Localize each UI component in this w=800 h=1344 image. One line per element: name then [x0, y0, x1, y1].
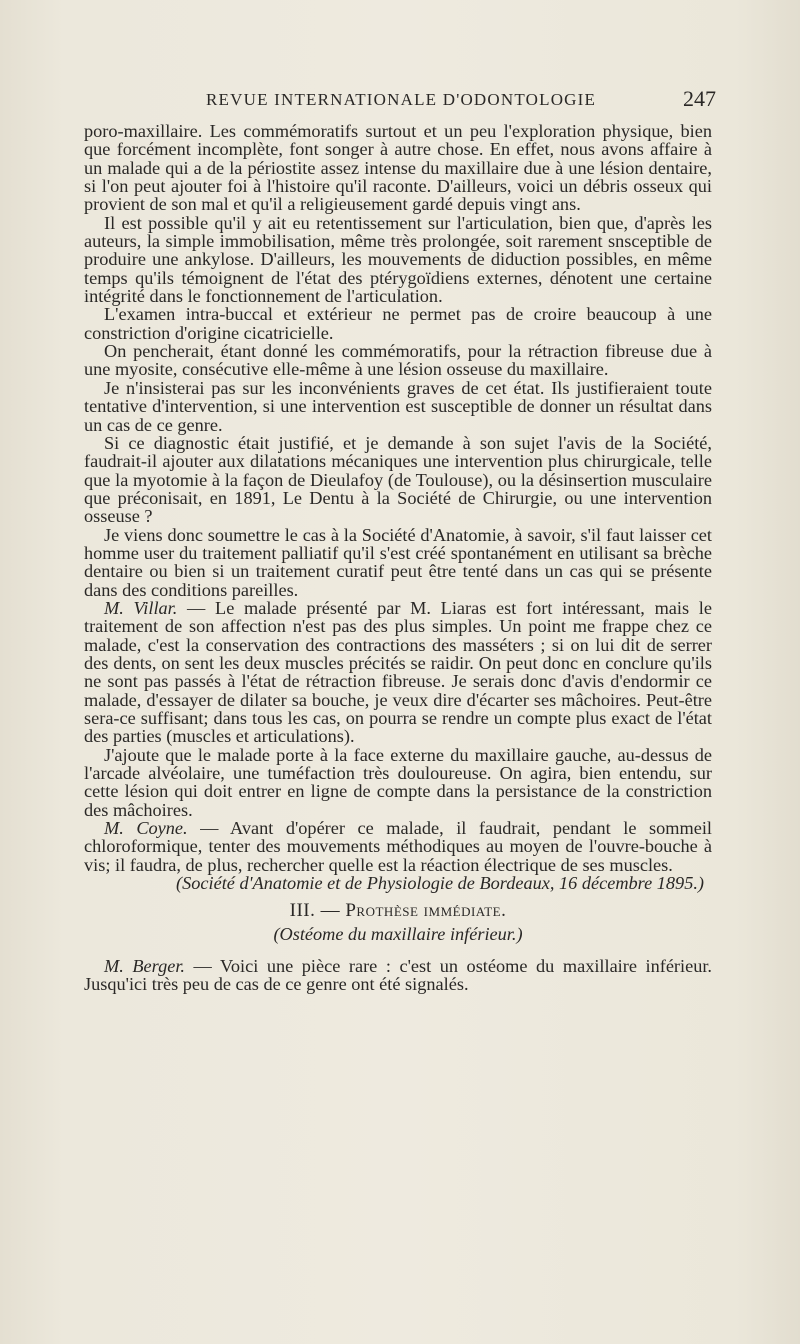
section-title: Prothèse immédiate.	[345, 900, 507, 922]
speaker-text: — Le malade présenté par M. Liaras est fort intéressant, mais le traitement de son affection n'est pas des plus simples. Un point me frappe chez ce malade, c'est la conservation des contractions des masséters ; si on lui dit de serrer des dents, on sent les deux muscles précités se raidir. On peut donc en conclure qu'ils ne sont pas passés à l'état de rétraction fibreuse. Je serais donc d'avis d'endormir ce malade, d'essayer de dilater sa bouche, je veux dire d'écarter ses mâchoires. Peut-être sera-ce suffisant; dans tous les cas, on pourra se rendre un compte plus exact de l'état des parties (muscles et articulations).	[84, 597, 712, 747]
speaker-text: — Voici une pièce rare : c'est un ostéome du maxillaire inférieur. Jusqu'ici très peu de cas de ce genre ont été signalés.	[84, 956, 713, 995]
body-text	[84, 122, 712, 994]
discussion-paragraph	[84, 746, 712, 819]
paragraph: L'examen intra-buccal et extérieur ne permet pas de croire beaucoup à une constriction d'origine cicatricielle.	[84, 304, 712, 343]
paragraph: Je viens donc soumettre le cas à la Société d'Anatomie, à savoir, s'il faut laisser cet homme user du traitement palliatif qu'il s'est créé spontanément en utilisant sa brèche dentaire ou bien si un traitement curatif peut être tenté dans un cas qui se présente dans des conditions pareilles.	[84, 524, 712, 600]
paragraph: On pencherait, étant donné les commémoratifs, pour la rétraction fibreuse due à une myosite, consécutive elle-même à une lésion osseuse du maxillaire.	[84, 341, 712, 380]
paragraph: poro-maxillaire. Les commémoratifs surtout et un peu l'exploration physique, bien que forcément incomplète, font songer à autre chose. En effet, nous avons affaire à un malade qui a de la périostite assez intense du maxillaire due à une lésion dentaire, si l'on peut ajouter foi à l'histoire qu'il raconte. D'ailleurs, voici un débris osseux qui provient de son mal et qu'il a religieusement gardé depuis vingt ans.	[84, 121, 712, 215]
speaker-text: J'ajoute que le malade porte à la face externe du maxillaire gauche, au-dessus de l'arcade alvéolaire, une tuméfaction très douloureuse. On agira, bien entendu, sur cette lésion qui doit entrer en ligne de compte dans la persistance de la constriction des mâchoires.	[84, 744, 712, 820]
section-number: III. —	[289, 900, 341, 922]
discussion-paragraph	[84, 599, 712, 746]
speaker-name: M. Coyne.	[104, 818, 188, 839]
speaker-name: M. Berger.	[104, 956, 185, 977]
section-subtitle: (Ostéome du maxillaire inférieur.)	[273, 923, 523, 944]
discussion-paragraph	[84, 819, 712, 874]
page-header	[206, 86, 716, 112]
paragraph: Je n'insisterai pas sur les inconvénients graves de cet état. Ils justifieraient toute tentative d'intervention, si une intervention est susceptible de donner un résultat dans un cas de ce genre.	[84, 377, 712, 435]
paragraph: Si ce diagnostic était justifié, et je demande à son sujet l'avis de la Société, faudrait-il ajouter aux dilatations mécaniques une intervention plus chirurgicale, telle que la myotomie à la façon de Dieulafoy (de Toulouse), ou la désinsertion musculaire que préconisait, en 1891, Le Dentu à la Société de Chirurgie, ou une intervention osseuse ?	[84, 432, 712, 527]
speaker-text: — Avant d'opérer ce malade, il faudrait, pendant le sommeil chloroformique, tenter des mouvements méthodiques au moyen de l'ouvre-bouche à vis; il faudra, de plus, rechercher quelle est la réaction électrique de ses muscles.	[84, 818, 712, 875]
section-heading	[84, 902, 712, 920]
running-title: REVUE INTERNATIONALE D'ODONTOLOGIE	[206, 90, 597, 109]
page-number: 247	[683, 86, 716, 111]
discussion-paragraph	[84, 957, 712, 994]
source-citation: (Société d'Anatomie et de Physiologie de Bordeaux, 16 décembre 1895.)	[176, 873, 704, 894]
speaker-name: M. Villar.	[104, 597, 178, 618]
paragraph: Il est possible qu'il y ait eu retentissement sur l'articulation, bien que, d'après les auteurs, la simple immobilisation, même très prolongée, soit rarement snsceptible de produire une ankylose. D'ailleurs, les mouvements de diduction possibles, en même temps qu'ils témoignent de l'état des ptérygoïdiens externes, dénotent une certaine intégrité dans le fonctionnement de l'articulation.	[84, 212, 712, 307]
